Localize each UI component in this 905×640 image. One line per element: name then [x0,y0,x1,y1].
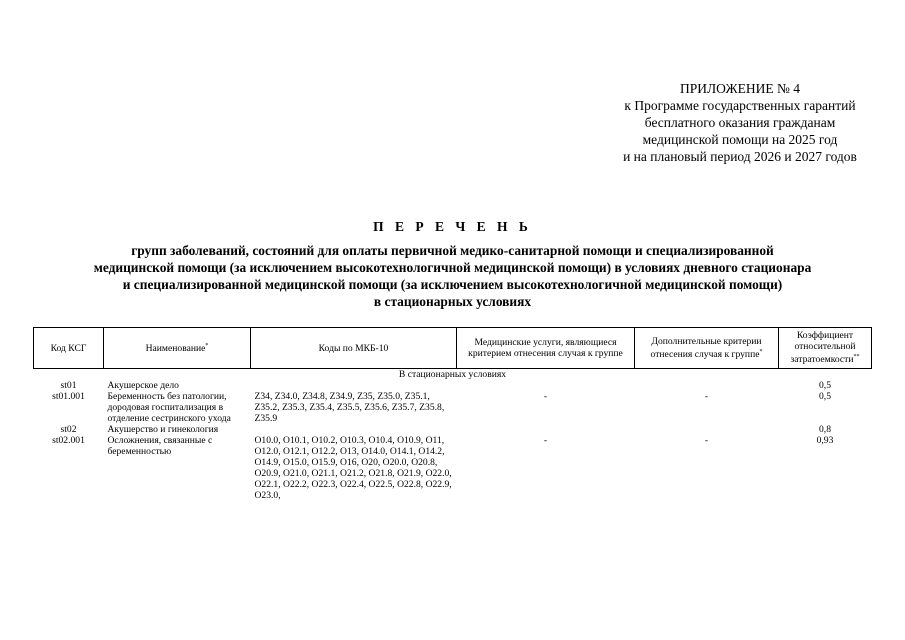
footnote-mark: * [759,348,763,355]
cell-mkb: O10.0, O10.1, O10.2, O10.3, O10.4, O10.9, O11, O12.0, O12.1, O12.2, O13, O14.0, O14.1, O14.2, O14.9, O15.0, O15.9, O16, O20, O20.0, O20.8, O20.9, O21.0, O21.1, O21.2, O21.8, O21.9, O22.0, O22.1, O22.2, O22.3, O22.4, O22.5, O22.8, O22.9, O23.0, [254,435,452,501]
footnote-mark: ** [853,354,860,361]
cell-services: - [543,435,548,446]
subtitle-line: в стационарных условиях [373,294,532,309]
appendix-line: и на плановый период 2026 и 2027 годов [623,149,857,164]
cell-mkb: Z34, Z34.0, Z34.8, Z34.9, Z35, Z35.0, Z35.1, Z35.2, Z35.3, Z35.4, Z35.5, Z35.6, Z35.7, Z35.8, Z35.9 [254,391,445,424]
appendix-line: бесплатного оказания гражданам [644,115,836,130]
appendix-line: к Программе государственных гарантий [624,98,856,113]
appendix-line: ПРИЛОЖЕНИЕ № 4 [679,81,801,96]
appendix-block [560,80,905,165]
header-criteria: Дополнительные критерии отнесения случая к группе* [635,328,779,369]
cell-coefficient: 0,5 [819,380,831,391]
cell-criteria: - [704,435,709,446]
table-row [34,380,872,391]
appendix-line: медицинской помощи на 2025 год [642,132,838,147]
cell-services [457,380,635,391]
ksg-table [33,327,872,501]
cell-code: st01 [60,380,77,391]
cell-coefficient: 0,5 [819,391,831,402]
cell-name: Акушерство и гинекология [107,424,219,435]
cell-mkb [251,424,457,435]
section-row [34,369,872,381]
cell-coefficient: 0,8 [819,424,831,435]
cell-name: Беременность без патологии, дородовая госпитализация в отделение сестринского ухода [107,391,231,424]
document-subtitle [20,242,885,310]
cell-code: st02.001 [52,435,85,446]
header-services: Медицинские услуги, являющиеся критерием отнесения случая к группе [457,328,635,369]
cell-code: st01.001 [52,391,85,402]
header-name: Наименование* [104,328,251,369]
table-row [34,424,872,435]
cell-code: st02 [60,424,77,435]
header-code: Код КСГ [34,328,104,369]
header-coefficient: Коэффициент относительной затратоемкости** [779,328,872,369]
subtitle-line: и специализированной медицинской помощи (за исключением высокотехнологичной медицинской помощи) [122,277,783,292]
subtitle-line: групп заболеваний, состояний для оплаты первичной медико-санитарной помощи и специализированной [131,243,774,258]
table-row [34,391,872,424]
cell-name: Осложнения, связанные с беременностью [107,435,213,457]
section-title: В стационарных условиях [398,369,507,380]
cell-criteria [635,424,779,435]
cell-coefficient: 0,93 [816,435,834,446]
table-row [34,435,872,501]
cell-name: Акушерское дело [107,380,179,391]
document-title: П Е Р Е Ч Е Н Ь [373,219,532,234]
cell-services [457,424,635,435]
footnote-mark: * [205,343,209,350]
cell-criteria: - [704,391,709,402]
header-mkb: Коды по МКБ-10 [251,328,457,369]
subtitle-line: медицинской помощи (за исключением высокотехнологичной медицинской помощи) в условиях дневного стационара [93,260,812,275]
cell-mkb [251,380,457,391]
cell-criteria [635,380,779,391]
cell-services: - [543,391,548,402]
table-header-row [34,328,872,369]
